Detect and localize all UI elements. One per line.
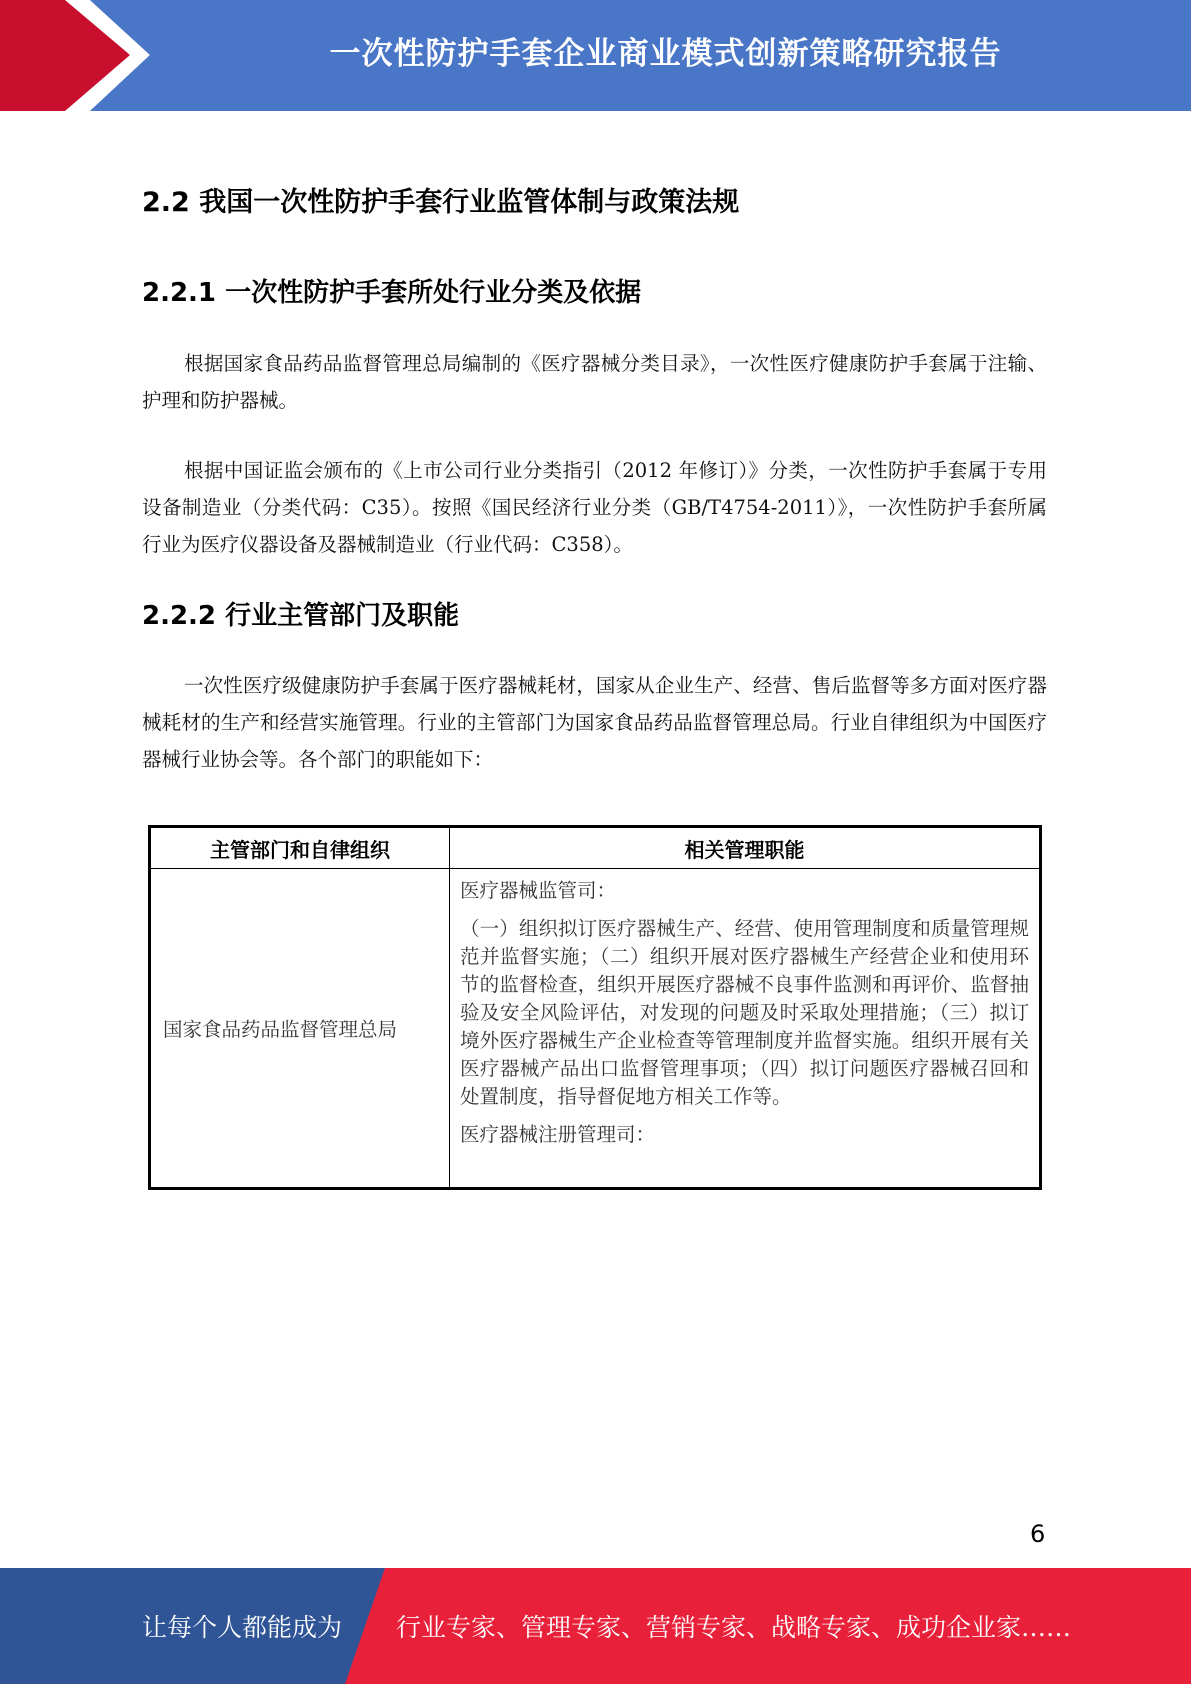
page-number: 6 xyxy=(1030,1520,1046,1548)
chevron-arrow-icon xyxy=(0,0,160,111)
table-header-duties: 相关管理职能 xyxy=(450,827,1041,869)
subsection-heading-industry-classification: 2.2.1 一次性防护手套所处行业分类及依据 xyxy=(142,278,642,308)
header-banner xyxy=(0,0,1191,111)
report-title: 一次性防护手套企业商业模式创新策略研究报告 xyxy=(329,35,1002,72)
paragraph-classification-catalog: 根据国家食品药品监督管理总局编制的《医疗器械分类目录》，一次性医疗健康防护手套属于注输、护理和防护器械。 xyxy=(142,352,1047,412)
table-header-dept: 主管部门和自律组织 xyxy=(150,827,450,869)
paragraph-regulators: 一次性医疗级健康防护手套属于医疗器械耗材，国家从企业生产、经营、售后监督等多方面对医疗器械耗材的生产和经营实施管理。行业的主管部门为国家食品药品监督管理总局。行业自律组织为中国医疗器械行业协会等。各个部门的职能如下： xyxy=(142,674,1047,771)
footer-banner xyxy=(0,1568,1191,1684)
table-row xyxy=(150,869,1041,1189)
paragraph-csrc-classification: 根据中国证监会颁布的《上市公司行业分类指引（2012 年修订）》分类，一次性防护手套属于专用设备制造业（分类代码：C35）。按照《国民经济行业分类（GB/T4754-2011）》，一次性防护手套所属行业为医疗仪器设备及器械制造业（行业代码：C358）。 xyxy=(142,459,1047,556)
table-cell-duties xyxy=(450,869,1041,1189)
footer-slogan-left: 让每个人都能成为 xyxy=(142,1613,343,1642)
duty-title: 医疗器械监管司： xyxy=(460,879,617,902)
footer-slogan-right: 行业专家、管理专家、营销专家、战略专家、成功企业家…… xyxy=(396,1613,1072,1642)
duty-next-title: 医疗器械注册管理司： xyxy=(460,1123,656,1146)
section-heading: 2.2 我国一次性防护手套行业监管体制与政策法规 xyxy=(142,187,740,218)
table-cell-dept: 国家食品药品监督管理总局 xyxy=(150,869,450,1189)
subsection-heading-regulators: 2.2.2 行业主管部门及职能 xyxy=(142,601,460,631)
table-header-row xyxy=(150,827,1041,869)
regulator-duties-table xyxy=(148,825,1042,1190)
duty-body: （一）组织拟订医疗器械生产、经营、使用管理制度和质量管理规范并监督实施；（二）组织开展对医疗器械生产经营企业和使用环节的监督检查，组织开展医疗器械不良事件监测和再评价、监督抽验及安全风险评估，对发现的问题及时采取处理措施；（三）拟订境外医疗器械生产企业检查等管理制度并监督实施。组织开展有关医疗器械产品出口监督管理事项；（四）拟订问题医疗器械召回和处置制度，指导督促地方相关工作等。 xyxy=(460,917,1029,1108)
